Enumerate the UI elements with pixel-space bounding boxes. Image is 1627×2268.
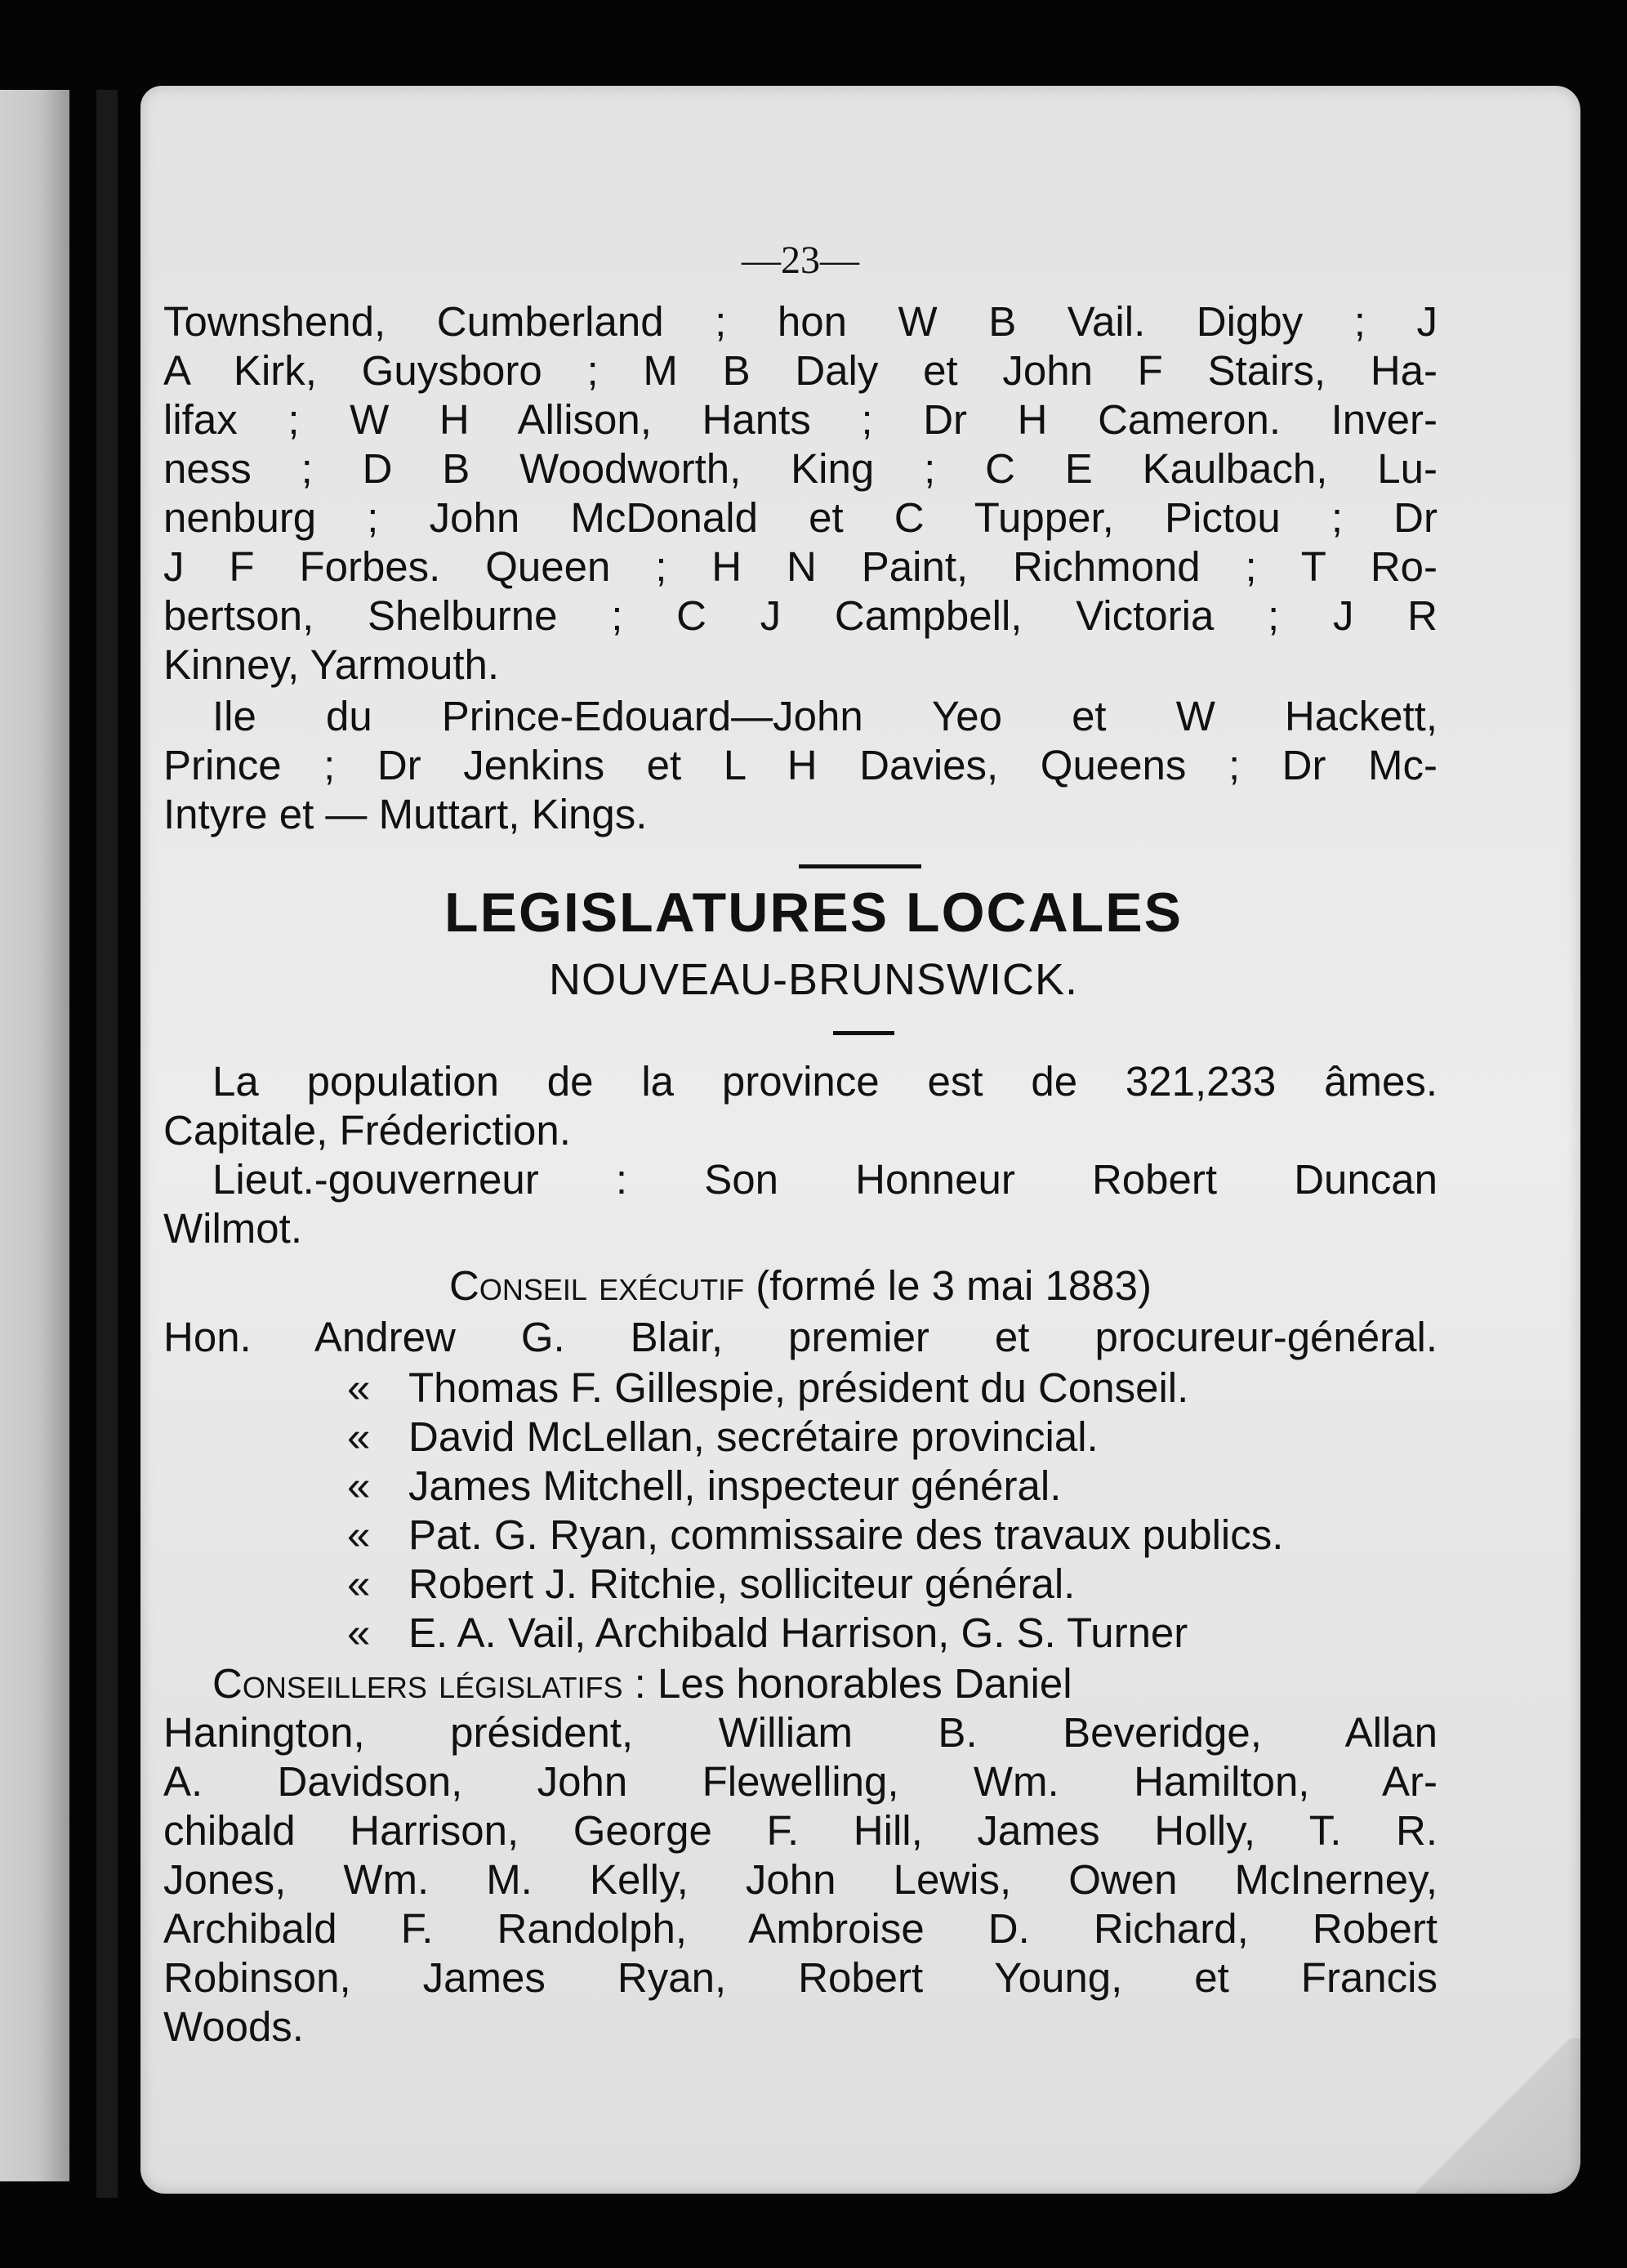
legislative-label: Conseillers législatifs : bbox=[212, 1660, 646, 1707]
section-subtitle: NOUVEAU-BRUNSWICK. bbox=[548, 955, 1079, 1004]
text-line: Hon. Andrew G. Blair, premier et procureur-général. bbox=[163, 1314, 1438, 1360]
text-line: La population de la province est de 321,233 âmes. bbox=[212, 1058, 1438, 1105]
member-text: Thomas F. Gillespie, président du Conseil. bbox=[408, 1364, 1189, 1411]
legislative-heading bbox=[212, 1660, 1438, 1708]
ditto-mark: « bbox=[347, 1511, 371, 1558]
council-member bbox=[347, 1511, 1438, 1559]
text-line: ness ; D B Woodworth, King ; C E Kaulbach, Lu- bbox=[163, 445, 1438, 492]
binding-shadow bbox=[96, 90, 118, 2198]
council-note: (formé le 3 mai 1883) bbox=[756, 1262, 1152, 1309]
member-text: Robert J. Ritchie, solliciteur général. bbox=[408, 1560, 1076, 1607]
council-member bbox=[347, 1609, 1438, 1657]
ditto-mark: « bbox=[347, 1560, 371, 1607]
text-line: A Kirk, Guysboro ; M B Daly et John F Stairs, Ha- bbox=[163, 347, 1438, 394]
text-line: nenburg ; John McDonald et C Tupper, Pictou ; Dr bbox=[163, 494, 1438, 541]
text-line: Capitale, Fréderiction. bbox=[163, 1107, 571, 1154]
text-line: Robinson, James Ryan, Robert Young, et Francis bbox=[163, 1954, 1438, 2001]
ditto-mark: « bbox=[347, 1462, 371, 1509]
ditto-mark: « bbox=[347, 1609, 371, 1656]
text-line: A. Davidson, John Flewelling, Wm. Hamilton, Ar- bbox=[163, 1758, 1438, 1805]
member-text: E. A. Vail, Archibald Harrison, G. S. Turner bbox=[408, 1609, 1188, 1656]
section-title: LEGISLATURES LOCALES bbox=[444, 882, 1183, 944]
council-member bbox=[347, 1413, 1438, 1461]
text-line: Archibald F. Randolph, Ambroise D. Richard, Robert bbox=[163, 1905, 1438, 1952]
text-line: Ile du Prince-Edouard—John Yeo et W Hackett, bbox=[212, 693, 1438, 739]
text-line: Prince ; Dr Jenkins et L H Davies, Queens ; Dr Mc- bbox=[163, 742, 1438, 788]
ditto-mark: « bbox=[347, 1413, 371, 1460]
adjacent-page-edge bbox=[0, 90, 69, 2181]
text-line: Woods. bbox=[163, 2003, 304, 2050]
section-rule bbox=[799, 864, 921, 868]
member-text: Pat. G. Ryan, commissaire des travaux publics. bbox=[408, 1511, 1284, 1558]
text-line: Kinney, Yarmouth. bbox=[163, 641, 500, 688]
subsection-rule bbox=[833, 1031, 894, 1035]
text-line: Wilmot. bbox=[163, 1205, 302, 1252]
text-line: lifax ; W H Allison, Hants ; Dr H Cameron. Inver- bbox=[163, 396, 1438, 443]
folded-corner bbox=[1401, 2038, 1580, 2194]
member-text: David McLellan, secrétaire provincial. bbox=[408, 1413, 1099, 1460]
text-line: J F Forbes. Queen ; H N Paint, Richmond ; T Ro- bbox=[163, 543, 1438, 590]
text-line: Hanington, président, William B. Beveridge, Allan bbox=[163, 1709, 1438, 1756]
ditto-mark: « bbox=[347, 1364, 371, 1411]
council-member bbox=[347, 1364, 1438, 1412]
council-label: Conseil exécutif bbox=[449, 1262, 745, 1309]
text-line: bertson, Shelburne ; C J Campbell, Victoria ; J R bbox=[163, 592, 1438, 639]
page-number: —23— bbox=[742, 239, 859, 282]
council-heading bbox=[163, 1262, 1438, 1310]
member-text: James Mitchell, inspecteur général. bbox=[408, 1462, 1062, 1509]
text-line: Intyre et — Muttart, Kings. bbox=[163, 791, 648, 837]
council-member bbox=[347, 1560, 1438, 1608]
text-line: Jones, Wm. M. Kelly, John Lewis, Owen McInerney, bbox=[163, 1856, 1438, 1903]
text-line: Townshend, Cumberland ; hon W B Vail. Digby ; J bbox=[163, 298, 1438, 345]
legislative-first: Les honorables Daniel bbox=[657, 1660, 1072, 1707]
text-line: Lieut.-gouverneur : Son Honneur Robert Duncan bbox=[212, 1156, 1438, 1203]
council-member bbox=[347, 1462, 1438, 1510]
text-line: chibald Harrison, George F. Hill, James Holly, T. R. bbox=[163, 1807, 1438, 1854]
